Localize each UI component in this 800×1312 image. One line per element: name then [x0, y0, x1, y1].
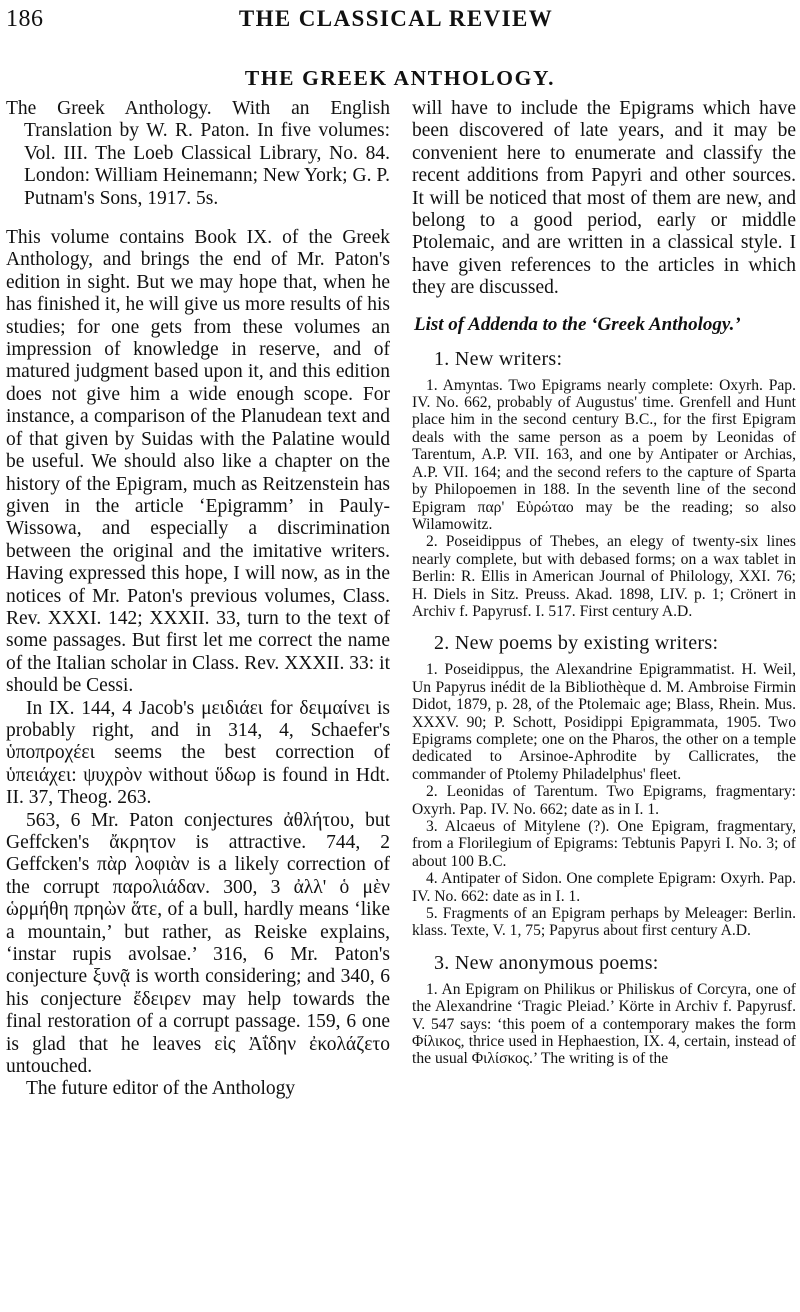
list-entry: 3. Alcaeus of Mitylene (?). One Epigram, fragmentary, from a Florilegium of Epigrams: Tebtunis Papyri I. No. 3; of about 100 B.C.: [412, 818, 796, 870]
list-entry: 1. An Epigram on Philikus or Philiskus of Corcyra, one of the Alexandrine ‘Tragic Pleiad.’ Körte in Archiv f. Papyrusf. V. 547 says: ‘this poem of a contemporary makes the form Φίλικος, thrice used in Hephaestion, IX. 4, certain, instead of the usual Φιλίσκος.’ The writing is of the: [412, 980, 796, 1068]
journal-title: THE CLASSICAL REVIEW: [238, 6, 554, 31]
list-entry: 1. Poseidippus, the Alexandrine Epigrammatist. H. Weil, Un Papyrus inédit de la Bibliothèque d. M. Ambroise Firmin Didot, 1879, p. 28, of the Ptolemaic age; Blass, Rhein. Mus. XXXV. 90; P. Schott, Posidippi Epigrammata, 1905. Two Epigrams complete; one on the Pharos, the other on a temple dedicated to Arsinoe-Aphrodite by Callicrates, the commander of Ptolemy Philadelphus' fleet.: [412, 661, 796, 783]
review-paragraph-1: This volume contains Book IX. of the Greek Anthology, and brings the end of Mr. Paton's edition in sight. But we may hope that, when he has finished it, he will give us more results of his studies; for one gets from these volumes an impression of knowledge in reserve, and of matured judgment based upon it, and this edition does not give him a wide enough scope. For instance, a comparison of the Planudean text and of that given by Suidas with the Palatine would be useful. We should also like a chapter on the history of the Epigram, much as Reitzenstein has given in the article ‘Epigramm’ in Pauly-Wissowa, and especially a discrimination between the original and the imitative writers. Having expressed this hope, I will now, as in the notices of Mr. Paton's previous volumes, Class. Rev. XXXI. 142; XXXII. 33, turn to the text of some passages. But first let me correct the name of the Italian scholar in Class. Rev. XXXII. 33: it should be Cessi.: [6, 227, 390, 697]
list-entry: 4. Antipater of Sidon. One complete Epigram: Oxyrh. Pap. IV. No. 662: date as in I. 1.: [412, 870, 796, 905]
section-heading: 2. New poems by existing writers:: [434, 632, 719, 655]
right-column: [412, 98, 796, 1068]
article-title: THE GREEK ANTHOLOGY.: [244, 66, 556, 90]
continuation-paragraph: will have to include the Epigrams which have been discovered of late years, and it may be convenient here to enumerate and classify the recent additions from Papyri and other sources. It will be noticed that most of them are new, and belong to a good period, early or middle Ptolemaic, and are written in a classical style. I have given references to the articles in which they are discussed.: [412, 98, 796, 299]
section-heading: 3. New anonymous poems:: [434, 951, 659, 974]
review-paragraph-2: In IX. 144, 4 Jacob's μειδιάει for δειμαίνει is probably right, and in 314, 4, Schaefer's ὑποπροχέει seems the best correction of ὑπειάχει: ψυχρὸν without ὕδωρ is found in Hdt. II. 37, Theog. 263.: [6, 697, 390, 809]
bibliographic-entry: The Greek Anthology. With an English Translation by W. R. Paton. In five volumes: Vol. III. The Loeb Classical Library, No. 84. London: William Heinemann; New York; G. P. Putnam's Sons, 1917. 5s.: [6, 98, 390, 209]
section-heading: 1. New writers:: [434, 347, 563, 370]
left-column: [6, 98, 390, 1101]
page-number: 186: [6, 6, 44, 32]
list-entry: 5. Fragments of an Epigram perhaps by Meleager: Berlin. klass. Texte, V. 1, 75; Papyrus about first century A.D.: [412, 905, 796, 940]
running-head: [6, 6, 786, 34]
list-entry: 2. Leonidas of Tarentum. Two Epigrams, fragmentary: Oxyrh. Pap. IV. No. 662; date as in I. 1.: [412, 783, 796, 818]
review-paragraph-3: 563, 6 Mr. Paton conjectures ἀθλήτου, but Geffcken's ἄκρητον is attractive. 744, 2 Geffcken's πὰρ λοφιὰν is a likely correction of the corrupt παρολιάδαν. 300, 3 ἀλλ' ὁ μὲν ὡρμήθη πρηὼν ἅτε, of a bull, hardly means ‘like a mountain,’ but rather, as Reiske explains, ‘instar rupis avolsae.’ 316, 6 Mr. Paton's conjecture ξυνᾷ is worth considering; and 340, 6 his conjecture ἔδειρεν may help towards the final restoration of a corrupt passage. 159, 6 one is glad that he leaves εἰς Ἀΐδην ἐκολάζετο untouched.: [6, 809, 390, 1078]
review-paragraph-4: The future editor of the Anthology: [26, 1078, 296, 1100]
list-entry: 2. Poseidippus of Thebes, an elegy of twenty-six lines nearly complete, but with debased forms; on a wax tablet in Berlin: R. Ellis in American Journal of Philology, XXI. 76; H. Diels in Sitz. Preuss. Akad. 1898, LIV. p. 1; Crönert in Archiv f. Papyrusf. I. 517. First century A.D.: [412, 533, 796, 620]
list-entry: 1. Amyntas. Two Epigrams nearly complete: Oxyrh. Pap. IV. No. 662, probably of Augustus' time. Grenfell and Hunt place him in the second century B.C., for the first Epigram deals with the same person as a poem by Leonidas of Tarentum, A.P. VII. 163, and one by Antipater or Archias, A.P. VII. 164; and the second refers to the capture of Sparta by Philopoemen in 188. In the seventh line of the second Epigram παρ' Εὐρώταο may be the reading; so also Wilamowitz.: [412, 376, 796, 533]
list-title: List of Addenda to the ‘Greek Anthology.’: [414, 313, 741, 335]
